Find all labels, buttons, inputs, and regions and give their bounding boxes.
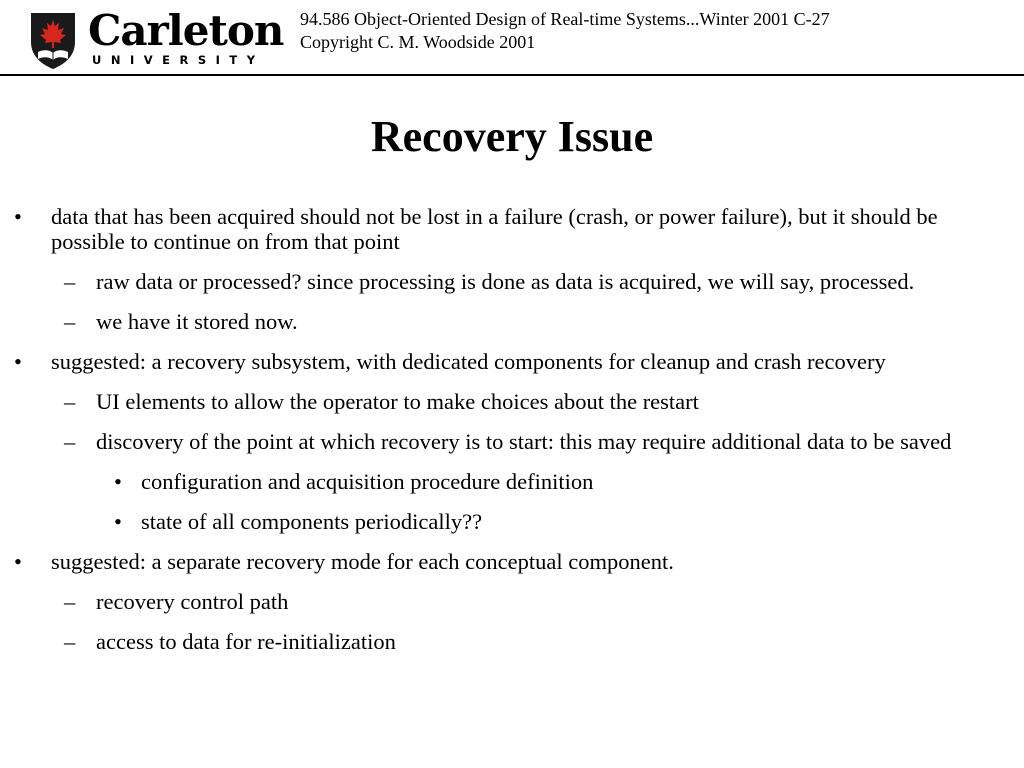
list-item bbox=[0, 349, 1024, 374]
course-info bbox=[300, 8, 830, 54]
list-item bbox=[0, 549, 1024, 574]
logo-wordmark: Carleton bbox=[88, 6, 284, 55]
list-item-text: recovery control path bbox=[96, 589, 289, 614]
list-item-text: discovery of the point at which recovery is to start: this may require additional data to be saved bbox=[96, 429, 952, 454]
list-item bbox=[0, 429, 1024, 454]
carleton-logo bbox=[30, 6, 284, 70]
header-divider bbox=[0, 74, 1024, 76]
list-item bbox=[0, 204, 1024, 254]
list-item bbox=[0, 629, 1024, 654]
dash-marker: – bbox=[64, 629, 76, 654]
list-item-text: raw data or processed? since processing is done as data is acquired, we will say, processed. bbox=[96, 269, 915, 294]
list-item-text: suggested: a separate recovery mode for each conceptual component. bbox=[51, 549, 674, 574]
slide-header bbox=[0, 0, 1024, 76]
list-item-text: configuration and acquisition procedure definition bbox=[141, 469, 594, 494]
list-item bbox=[0, 589, 1024, 614]
dash-marker: – bbox=[64, 389, 76, 414]
list-item-text: state of all components periodically?? bbox=[141, 509, 483, 534]
dash-marker: – bbox=[64, 589, 76, 614]
course-title: 94.586 Object-Oriented Design of Real-time Systems...Winter 2001 C-27 bbox=[300, 9, 830, 29]
bullet-marker: • bbox=[114, 509, 122, 534]
list-item bbox=[0, 309, 1024, 334]
list-item bbox=[0, 389, 1024, 414]
list-item bbox=[0, 469, 1024, 494]
list-item bbox=[0, 509, 1024, 534]
slide-title: Recovery Issue bbox=[370, 112, 654, 161]
bullet-marker: • bbox=[14, 549, 22, 574]
list-item-text: suggested: a recovery subsystem, with dedicated components for cleanup and crash recovery bbox=[51, 349, 886, 374]
list-item-text: access to data for re-initialization bbox=[96, 629, 396, 654]
bullet-marker: • bbox=[14, 349, 22, 374]
bullet-marker: • bbox=[114, 469, 122, 494]
dash-marker: – bbox=[64, 309, 76, 334]
list-item bbox=[0, 269, 1024, 294]
list-item-text: UI elements to allow the operator to make choices about the restart bbox=[96, 389, 699, 414]
dash-marker: – bbox=[64, 269, 76, 294]
copyright-line: Copyright C. M. Woodside 2001 bbox=[300, 32, 536, 52]
bullet-marker: • bbox=[14, 204, 22, 229]
list-item-text: data that has been acquired should not be lost in a failure (crash, or power failure), but it should be possible to continue on from that point bbox=[51, 204, 938, 254]
logo-subname: UNIVERSITY bbox=[92, 53, 265, 67]
shield-icon bbox=[30, 12, 76, 70]
bullet-list bbox=[0, 204, 1024, 654]
dash-marker: – bbox=[64, 429, 76, 454]
list-item-text: we have it stored now. bbox=[96, 309, 298, 334]
